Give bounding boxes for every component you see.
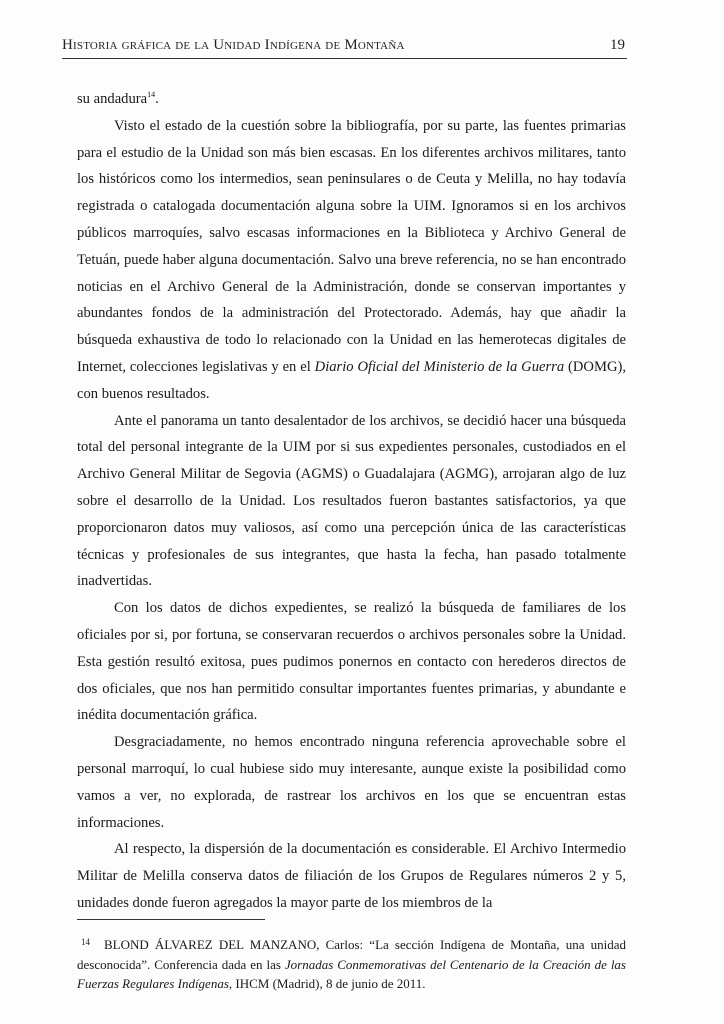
footnote-divider <box>77 919 265 920</box>
paragraph-text: Visto el estado de la cuestión sobre la bibliografía, por su parte, las fuentes primarias para el estudio de la Unidad son más bien escasas. En los diferentes archivos militares, tanto los históricos como los intermedios, sean peninsulares o de Ceuta y Melilla, no hay todavía registrada o catalogada documentación alguna sobre la UIM. Ignoramos si en los archivos públicos marroquíes, salvo escasas informaciones en la Biblioteca y Archivo General de Tetuán, puede haber alguna documentación. Salvo una breve referencia, no se han encontrado noticias en el Archivo General de la Administración, donde se conservan importantes y abundantes fondos de la administración del Protectorado. Además, hay que añadir la búsqueda exhaustiva de todo lo relacionado con la Unidad en las hemerotecas digitales de Internet, colecciones legislativas y en el <box>77 117 626 375</box>
paragraph-text: (DOMG), con buenos resultados. <box>77 358 626 402</box>
running-title: Historia gráfica de la Unidad Indígena de Montaña <box>62 37 405 53</box>
paragraph-continuation <box>77 86 626 113</box>
footnote <box>77 933 626 994</box>
running-header <box>62 36 627 59</box>
page-number: 19 <box>610 37 625 53</box>
paragraph-text: . <box>155 91 159 107</box>
footnote-reference[interactable]: 14 <box>147 90 156 100</box>
paragraph-families: Con los datos de dichos expedientes, se realizó la búsqueda de familiares de los oficiales por si, por fortuna, se conservaran recuerdos o archivos personales sobre la Unidad. Esta gestión resultó exitosa, pues pudimos ponernos en contacto con herederos directos de dos oficiales, que nos han permitido consultar importantes fuentes primarias, y abundante e inédita documentación gráfica. <box>77 600 626 724</box>
footnote-text: BLOND ÁLVAREZ DEL MANZANO, Carlos: “La sección Indígena de Montaña, una unidad desconocida”. Conferencia dada en las <box>77 937 626 972</box>
paragraph-sources <box>77 113 626 408</box>
italic-title: Diario Oficial del Ministerio de la Guerra <box>314 358 565 375</box>
paragraph-dispersion: Al respecto, la dispersión de la documentación es considerable. El Archivo Intermedio Militar de Melilla conserva datos de filiación de los Grupos de Regulares números 2 y 5, unidades donde fueron agregados la mayor parte de los miembros de la <box>77 841 626 911</box>
paragraph-moroccan-personnel: Desgraciadamente, no hemos encontrado ninguna referencia aprovechable sobre el personal marroquí, lo cual hubiese sido muy interesante, aunque existe la posibilidad como vamos a ver, no explorada, de rastrear los archivos en los que se encuentran estas informaciones. <box>77 734 626 831</box>
body-text <box>77 86 626 917</box>
paragraph-personnel: Ante el panorama un tanto desalentador de los archivos, se decidió hacer una búsqueda total del personal integrante de la UIM por si sus expedientes personales, custodiados en el Archivo General Militar de Segovia (AGMS) o Guadalajara (AGMG), arrojaran algo de luz sobre el desarrollo de la Unidad. Los resultados fueron bastantes satisfactorios, ya que proporcionaron datos muy valiosos, así como una percepción única de las características técnicas y profesionales de sus integrantes, que hasta la fecha, han pasado totalmente inadvertidas. <box>77 412 626 590</box>
paragraph-text: su andadura <box>77 91 148 107</box>
footnote-italic-title: Jornadas Conmemorativas del Centenario de la Creación de las Fuerzas Regulares Indígenas <box>77 956 626 991</box>
footnote-number: 14 <box>81 937 90 947</box>
footnote-text-end: , IHCM (Madrid), 8 de junio de 2011. <box>228 976 426 991</box>
